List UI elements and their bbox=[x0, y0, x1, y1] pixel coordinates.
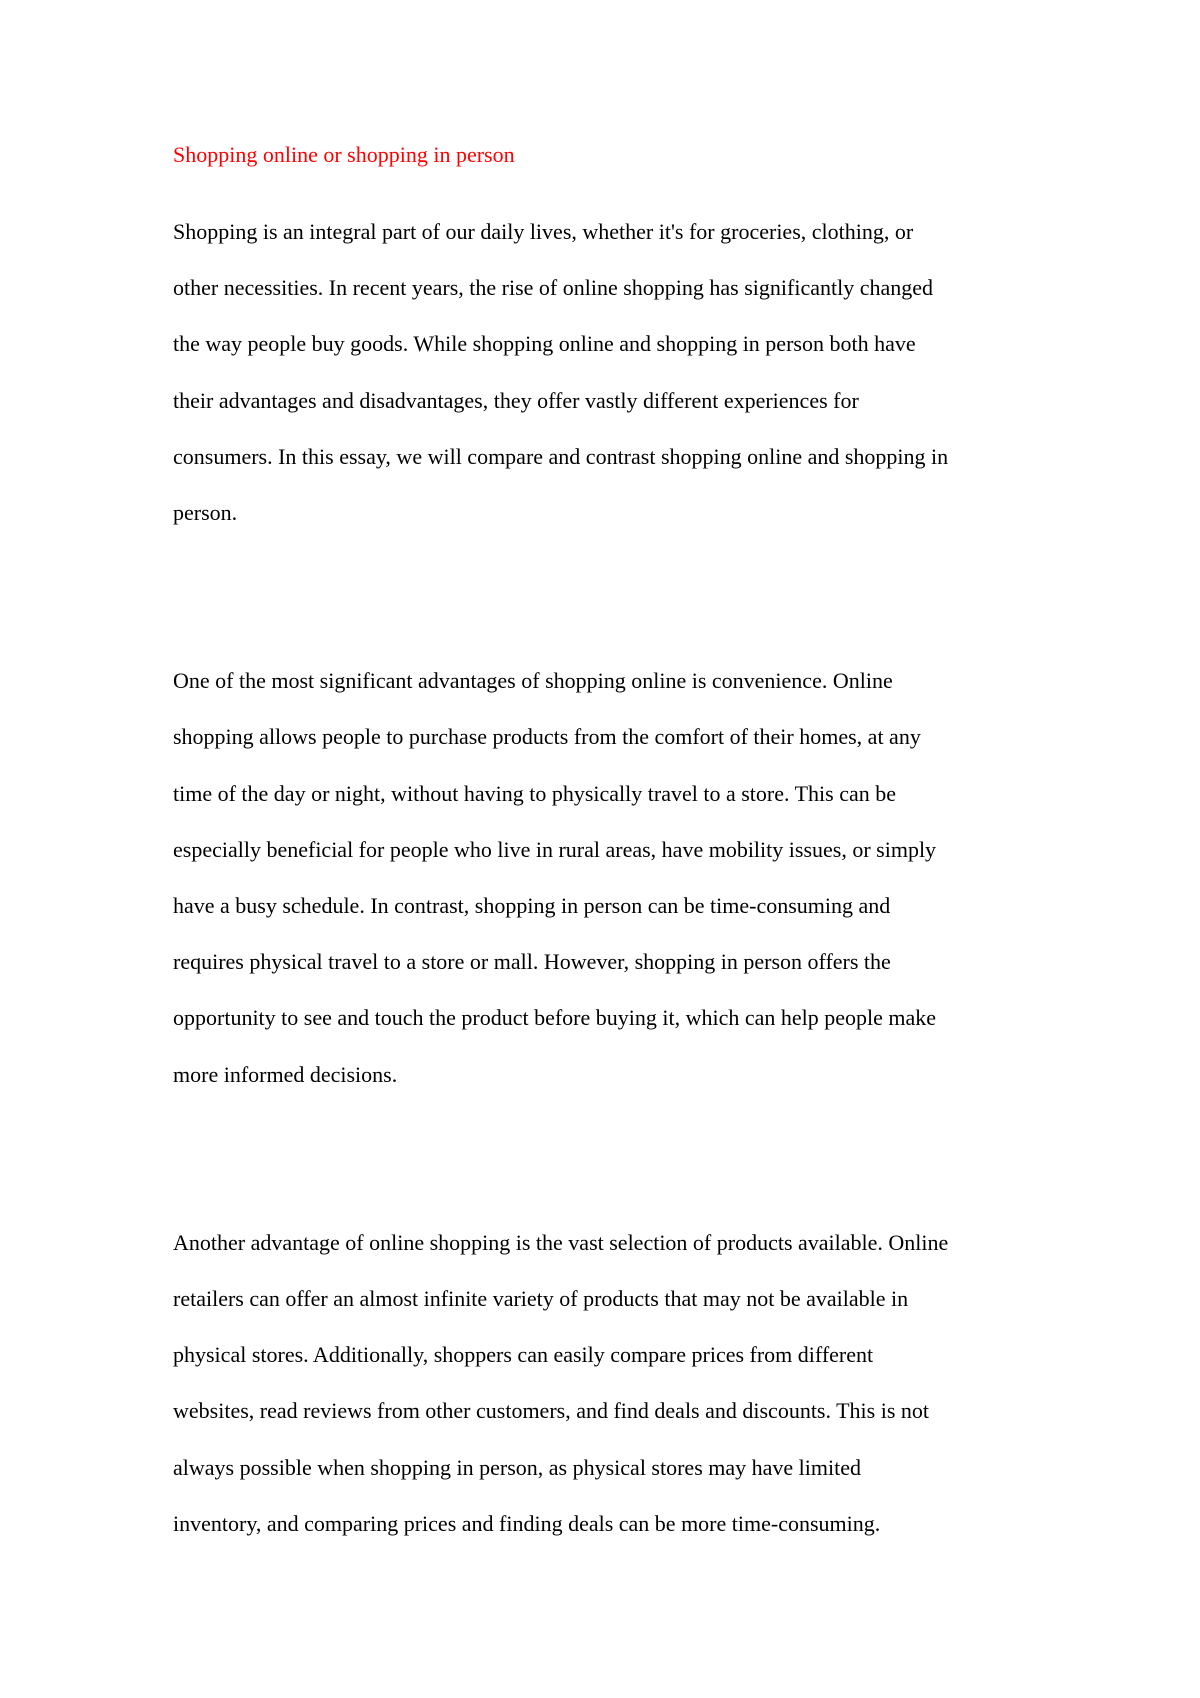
text-line: their advantages and disadvantages, they offer vastly different experiences for bbox=[173, 387, 859, 413]
text-line: time of the day or night, without having to physically travel to a store. This can be bbox=[173, 780, 896, 806]
text-line: especially beneficial for people who live in rural areas, have mobility issues, or simply bbox=[173, 836, 937, 862]
text-line: requires physical travel to a store or mall. However, shopping in person offers the bbox=[173, 949, 891, 975]
paragraph-spacer bbox=[173, 1103, 1043, 1215]
paragraph-convenience bbox=[173, 653, 1043, 1103]
text-line: shopping allows people to purchase products from the comfort of their homes, at any bbox=[173, 724, 921, 750]
text-line: consumers. In this essay, we will compare and contrast shopping online and shopping in bbox=[173, 443, 949, 469]
text-line: always possible when shopping in person, as physical stores may have limited bbox=[173, 1454, 861, 1480]
paragraph-intro bbox=[173, 204, 1043, 541]
text-line: One of the most significant advantages of shopping online is convenience. Online bbox=[173, 668, 893, 694]
text-line: opportunity to see and touch the product before buying it, which can help people make bbox=[173, 1005, 937, 1031]
text-line: physical stores. Additionally, shoppers can easily compare prices from different bbox=[173, 1342, 874, 1368]
document-body bbox=[173, 138, 1043, 1552]
text-line: the way people buy goods. While shopping online and shopping in person both have bbox=[173, 331, 916, 357]
text-line: websites, read reviews from other customers, and find deals and discounts. This is not bbox=[173, 1398, 929, 1424]
text-line: inventory, and comparing prices and finding deals can be more time-consuming. bbox=[173, 1510, 881, 1536]
text-line: person. bbox=[173, 500, 238, 526]
text-line: more informed decisions. bbox=[173, 1061, 398, 1087]
paragraph-spacer bbox=[173, 541, 1043, 653]
text-line: Another advantage of online shopping is the vast selection of products available. Online bbox=[173, 1229, 949, 1255]
document-title: Shopping online or shopping in person bbox=[173, 142, 515, 167]
paragraph-selection bbox=[173, 1215, 1043, 1552]
text-line: retailers can offer an almost infinite variety of products that may not be available in bbox=[173, 1286, 909, 1312]
text-line: other necessities. In recent years, the rise of online shopping has significantly changed bbox=[173, 275, 933, 301]
text-line: Shopping is an integral part of our daily lives, whether it's for groceries, clothing, or bbox=[173, 219, 914, 244]
text-line: have a busy schedule. In contrast, shopping in person can be time-consuming and bbox=[173, 893, 891, 919]
